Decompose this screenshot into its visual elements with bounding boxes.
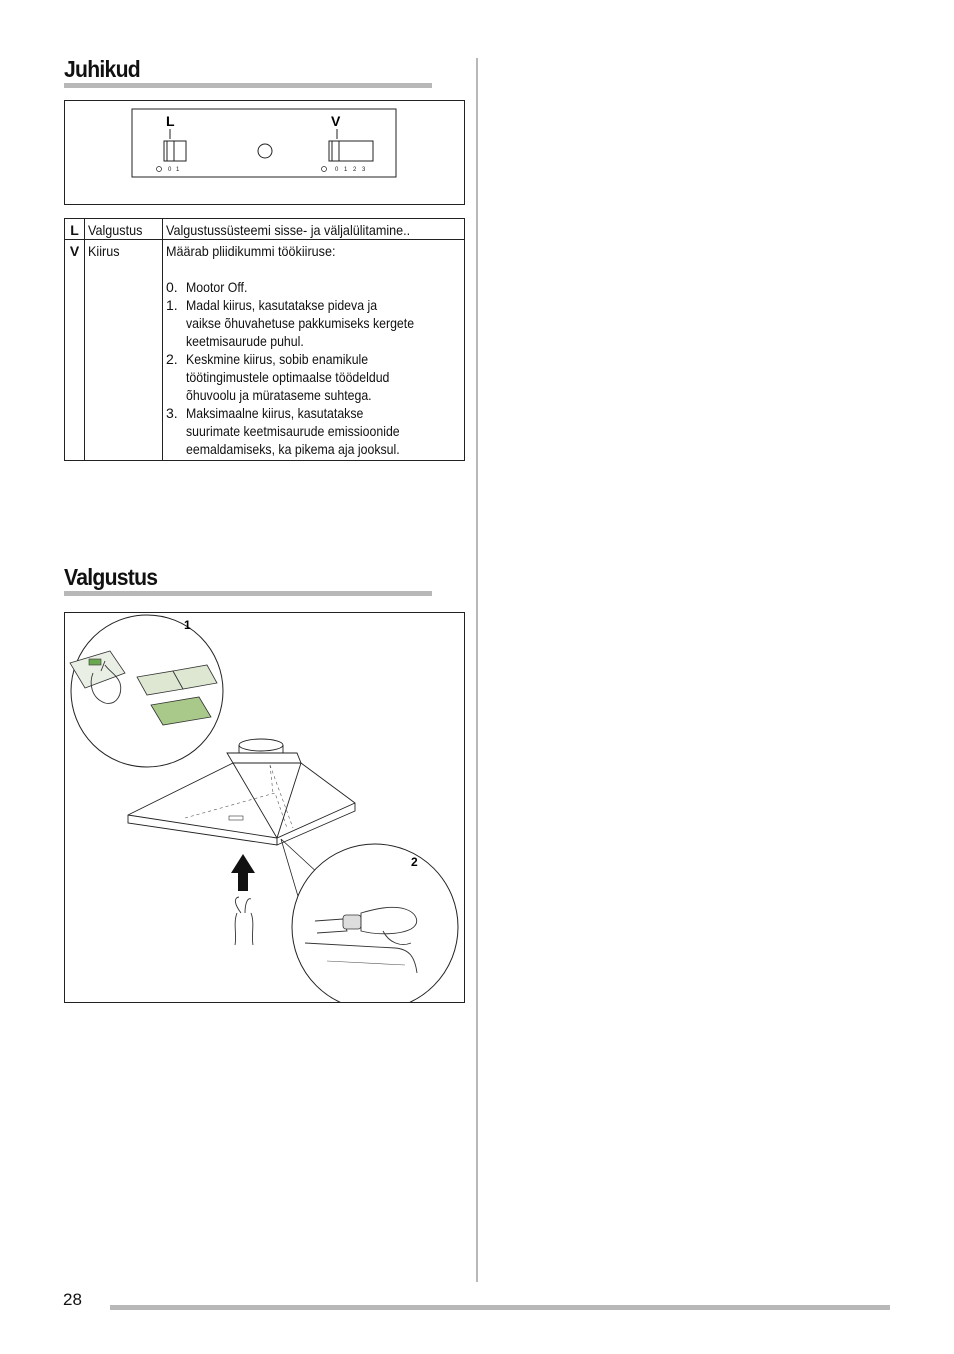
hand-reaching-icon <box>235 897 253 945</box>
filter-clip-icon <box>89 659 101 665</box>
speed-scale-2: 2 <box>353 167 357 173</box>
hood-canopy-left <box>128 763 277 845</box>
speed-scale-1: 1 <box>344 167 348 173</box>
light-bulb-icon <box>343 915 361 929</box>
callout-1: 1 <box>184 618 191 632</box>
footer-rule <box>110 1305 890 1310</box>
column-divider <box>476 58 478 1282</box>
row-key: V <box>65 240 85 461</box>
up-arrow-icon <box>231 854 255 891</box>
section-title-controls: Juhikud <box>64 56 432 88</box>
speed-scale-3: 3 <box>362 167 366 173</box>
controls-table <box>64 218 465 461</box>
list-item: 0. Mootor Off. <box>166 279 248 295</box>
light-switch-marker: L <box>166 113 175 129</box>
list-item: 2. Keskmine kiirus, sobib enamikule töötingimustele optimaalse töödeldud õhuvoolu ja mürataseme suhtega. <box>166 351 390 403</box>
row-key: L <box>65 219 85 240</box>
indicator-light <box>258 144 272 158</box>
row-description: Määrab pliidikummi töökiiruse: <box>166 243 336 259</box>
lamp-icon <box>229 816 243 820</box>
speed-scale-0: 0 <box>335 167 339 173</box>
row-name: Valgustus <box>88 222 143 238</box>
section-title-lighting: Valgustus <box>64 564 432 596</box>
list-item: 3. Maksimaalne kiirus, kasutatakse suurimate keetmisaurude emissioonide eemaldamiseks, ka pikema aja jooksul. <box>166 405 400 457</box>
speed-switch-marker: V <box>331 113 341 129</box>
range-hood-drawing <box>65 613 464 1002</box>
light-slider[interactable] <box>164 141 186 161</box>
hand-bulb-icon <box>361 907 417 933</box>
light-scale-1: 1 <box>176 167 180 173</box>
table-row <box>65 219 465 240</box>
control-panel-diagram <box>64 100 465 205</box>
speed-list <box>166 278 461 458</box>
callout-2: 2 <box>411 855 418 869</box>
lighting-illustration <box>64 612 465 1003</box>
row-name: Kiirus <box>88 243 120 259</box>
list-item: 1. Madal kiirus, kasutatakse pideva ja vaikse õhuvahetuse pakkumiseks kergete keetmisaurude puhul. <box>166 297 415 349</box>
speed-slider[interactable] <box>329 141 373 161</box>
page-number: 28 <box>63 1290 82 1309</box>
table-row <box>65 240 465 461</box>
light-scale-0: 0 <box>168 167 172 173</box>
row-description: Valgustussüsteemi sisse- ja väljalülitamine.. <box>166 222 411 238</box>
control-panel-drawing <box>65 101 464 204</box>
